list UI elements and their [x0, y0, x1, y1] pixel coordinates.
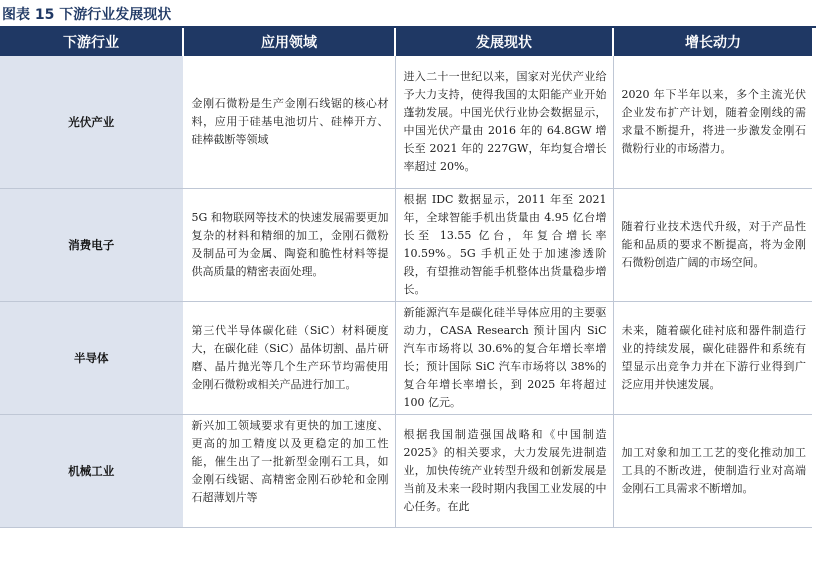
application-text: 5G 和物联网等技术的快速发展需要更加复杂的材料和精细的加工，金刚石微粉及制品可为金属、陶瓷和脆性材料等提供高质量的精密表面处理。 — [191, 211, 389, 278]
application-cell — [183, 189, 395, 302]
industry-cell: 消费电子 — [0, 189, 183, 302]
header-status: 发展现状 — [395, 28, 613, 56]
industry-cell: 机械工业 — [0, 415, 183, 528]
table-row — [0, 56, 812, 189]
industry-cell: 光伏产业 — [0, 56, 183, 189]
application-cell — [183, 415, 395, 528]
status-cell — [395, 56, 613, 189]
driver-text: 未来，随着碳化硅衬底和器件制造行业的持续发展，碳化硅器件和系统有望显示出竞争力并在下游行业得到广泛应用并快速发展。 — [621, 324, 806, 391]
driver-cell — [613, 56, 812, 189]
status-cell — [395, 302, 613, 415]
driver-text: 随着行业技术迭代升级，对于产品性能和品质的要求不断提高，将为金刚石微粉创造广阔的市场空间。 — [621, 220, 806, 269]
driver-cell — [613, 302, 812, 415]
driver-cell — [613, 415, 812, 528]
table-header-row — [0, 28, 812, 56]
table-row — [0, 415, 812, 528]
figure-caption: 图表 15 下游行业发展现状 — [2, 7, 172, 23]
header-driver: 增长动力 — [613, 28, 812, 56]
driver-text: 加工对象和加工工艺的变化推动加工工具的不断改进，使制造行业对高端金刚石工具需求不断增加。 — [621, 446, 806, 495]
application-text: 新兴加工领域要求有更快的加工速度、更高的加工精度以及更稳定的加工性能，催生出了一批新型金刚石工具，如金刚石线锯、高精密金刚石砂轮和金刚石超薄划片等 — [191, 419, 389, 504]
application-text: 金刚石微粉是生产金刚石线锯的核心材料，应用于硅基电池切片、硅棒开方、硅棒截断等领域 — [191, 97, 389, 146]
table-row — [0, 189, 812, 302]
application-text: 第三代半导体碳化硅（SiC）材料硬度大，在碳化硅（SiC）晶体切割、晶片研磨、晶片抛光等几个生产环节均需使用金刚石微粉或相关产品进行加工。 — [191, 324, 389, 391]
application-cell — [183, 302, 395, 415]
downstream-industry-table — [0, 28, 812, 528]
header-industry: 下游行业 — [0, 28, 183, 56]
application-cell — [183, 56, 395, 189]
driver-cell — [613, 189, 812, 302]
status-text: 根据 IDC 数据显示，2011 年至 2021 年，全球智能手机出货量由 4.95 亿台增长至 13.55 亿台，年复合增长率 10.59%。5G 手机正处于加速渗透阶段，有望推动智能手机整体出货量稳步增长。 — [403, 193, 607, 296]
status-text: 新能源汽车是碳化硅半导体应用的主要驱动力，CASA Research 预计国内 SiC 汽车市场将以 30.6%的复合年增长率增长；预计国际 SiC 汽车市场将以 38%的复合年增长率增长，到 2025 年将超过 100 亿元。 — [403, 306, 607, 409]
status-cell — [395, 415, 613, 528]
status-text: 根据我国制造强国战略和《中国制造 2025》的相关要求，大力发展先进制造业，加快传统产业转型升级和创新发展是当前及未来一段时期内我国工业发展的中心任务。在此 — [403, 428, 607, 513]
status-text: 进入二十一世纪以来，国家对光伏产业给予大力支持，使得我国的太阳能产业开始蓬勃发展。中国光伏行业协会数据显示，中国光伏产量由 2016 年的 64.8GW 增长至 2021 年的 227GW，年均复合增长率超过 20%。 — [403, 70, 607, 173]
industry-cell: 半导体 — [0, 302, 183, 415]
driver-text: 2020 年下半年以来，多个主流光伏企业发布扩产计划，随着金刚线的需求量不断提升，将进一步激发金刚石微粉行业的市场潜力。 — [621, 88, 806, 155]
header-application: 应用领域 — [183, 28, 395, 56]
status-cell — [395, 189, 613, 302]
table-row — [0, 302, 812, 415]
